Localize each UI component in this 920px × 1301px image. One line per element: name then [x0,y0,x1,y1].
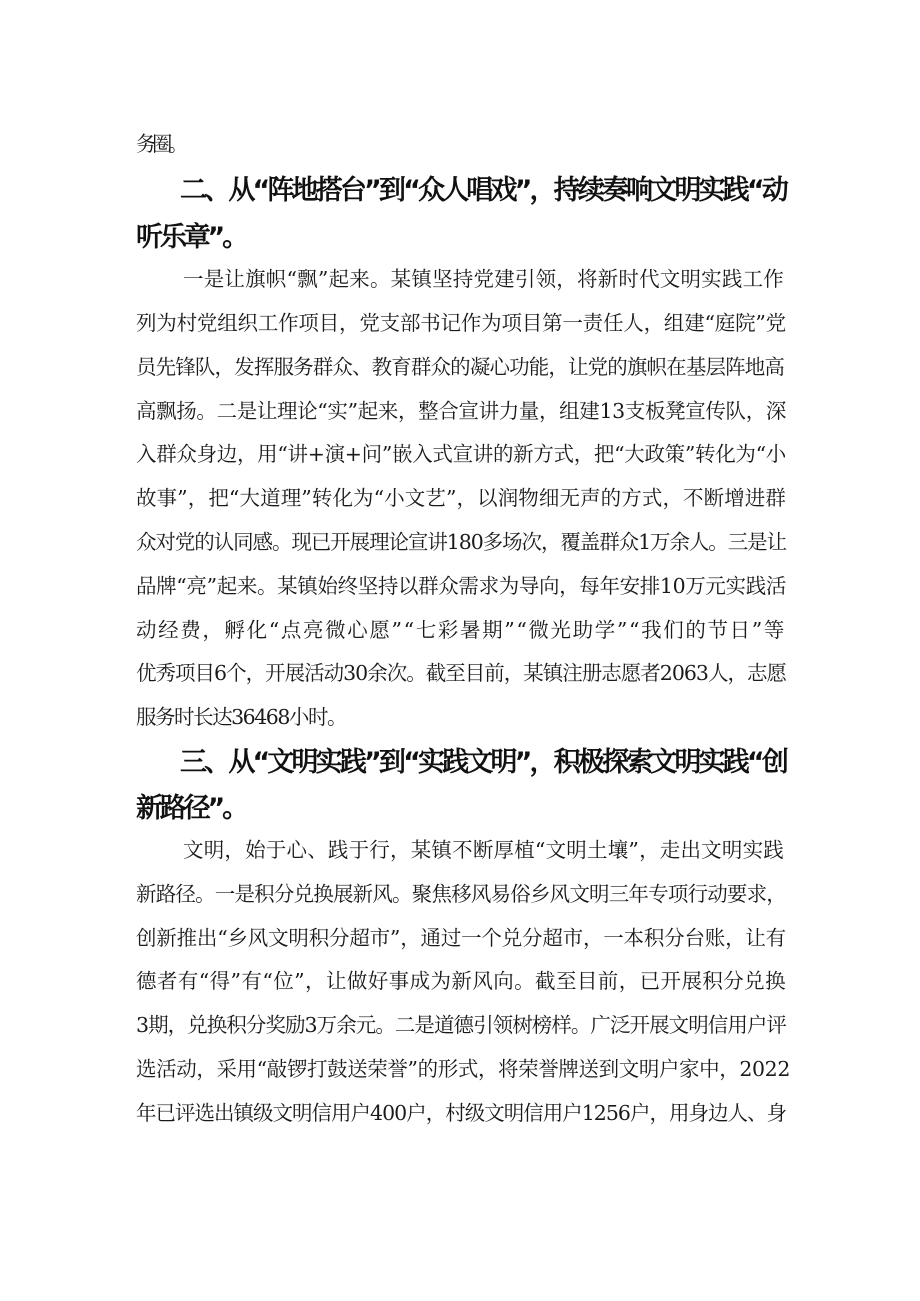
section-2-line-10: 优秀项目6个，开展活动30余次。截至目前，某镇注册志愿者2063人，志愿 [136,661,786,685]
section-heading-3-line-2: 新路径”。 [136,793,246,824]
paragraph-tail-line: 务圈。 [136,132,184,156]
section-heading-2-line-2: 听乐章”。 [136,222,246,253]
section-2-line-7: 众对党的认同感。现已开展理论宣讲180多场次，覆盖群众1万余人。三是让 [136,530,786,554]
section-2-line-8: 品牌“亮”起来。某镇始终坚持以群众需求为导向，每年安排10万元实践活 [136,574,786,598]
section-2-line-11: 服务时长达36468小时。 [136,705,346,729]
section-3-line-2: 新路径。一是积分兑换展新风。聚焦移风易俗乡风文明三年专项行动要求， [136,882,786,906]
section-2-line-4: 高飘扬。二是让理论“实”起来，整合宣讲力量，组建13支板凳宣传队，深 [136,399,786,423]
section-3-line-3: 创新推出“乡风文明积分超市”，通过一个兑分超市，一本积分台账，让有 [136,926,786,950]
section-3-line-1: 文明，始于心、践于行，某镇不断厚植“文明土壤”，走出文明实践 [183,838,784,862]
section-2-line-6: 故事”，把“大道理”转化为“小文艺”，以润物细无声的方式，不断增进群 [136,486,786,510]
section-heading-2-line-1: 二、从“阵地搭台”到“众人唱戏”，持续奏响文明实践“动 [180,175,786,206]
section-3-line-6: 选活动，采用“敲锣打鼓送荣誉”的形式，将荣誉牌送到文明户家中，2022 [136,1057,790,1081]
section-2-line-9: 动经费，孵化“点亮微心愿”“七彩暑期”“微光助学”“我们的节日”等 [136,618,786,642]
section-3-line-4: 德者有“得”有“位”，让做好事成为新风向。截至目前，已开展积分兑换 [136,969,786,993]
section-3-line-5: 3期，兑换积分奖励3万余元。二是道德引领树榜样。广泛开展文明信用户评 [136,1013,786,1037]
section-2-line-3: 员先锋队，发挥服务群众、教育群众的凝心功能，让党的旗帜在基层阵地高 [136,355,784,379]
section-3-line-7: 年已评选出镇级文明信用户400户，村级文明信用户1256户，用身边人、身 [136,1101,786,1125]
section-heading-3-line-1: 三、从“文明实践”到“实践文明”，积极探索文明实践“创 [180,747,786,778]
section-2-line-5: 入群众身边，用“讲+演+问”嵌入式宣讲的新方式，把“大政策”转化为“小 [136,442,786,466]
section-2-line-2: 列为村党组织工作项目，党支部书记作为项目第一责任人，组建“庭院”党 [136,311,786,335]
section-2-line-1: 一是让旗帜“飘”起来。某镇坚持党建引领，将新时代文明实践工作 [183,267,784,291]
